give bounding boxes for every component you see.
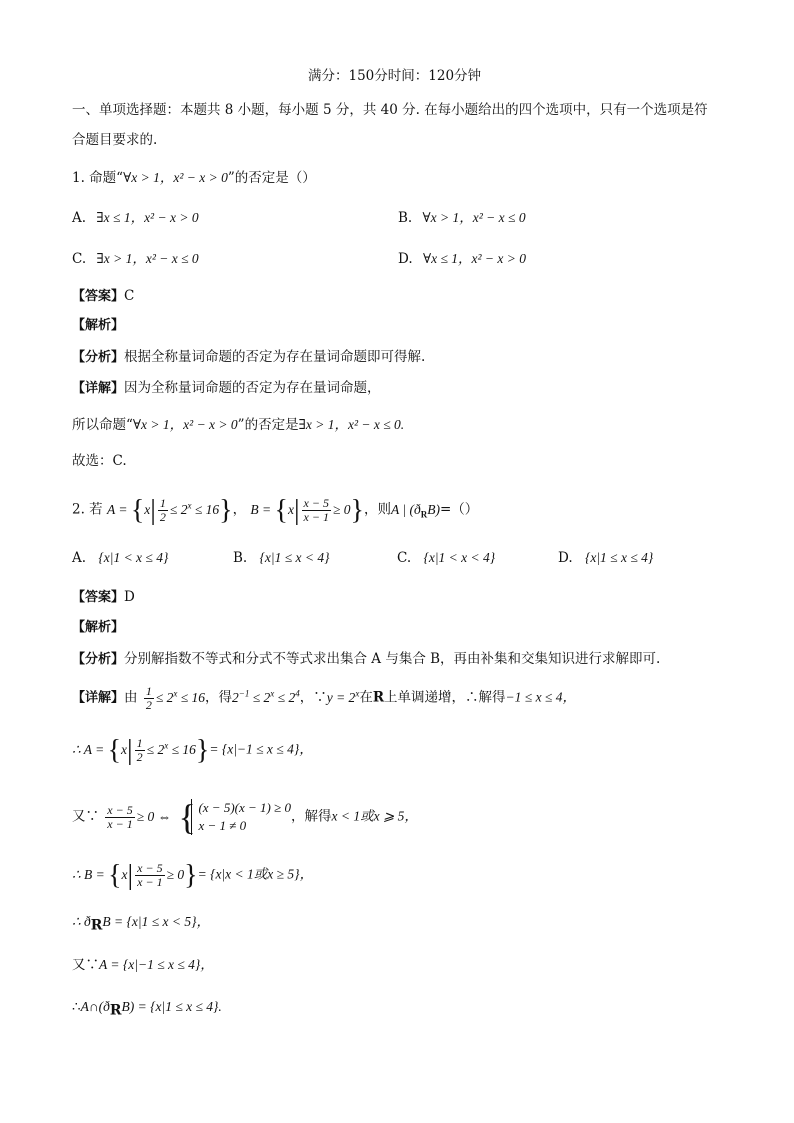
q2-xiangjie-tag: 【详解】 <box>72 690 125 706</box>
q1-suffix: ”的否定是（） <box>227 170 316 186</box>
q2-xj-in: 在 <box>359 689 373 706</box>
q1-option-c <box>72 249 199 269</box>
q1-option-b-label: B. <box>398 210 413 226</box>
q1-option-d-label: D. <box>398 251 413 267</box>
section-heading-line2: 合题目要求的. <box>72 132 158 148</box>
q1-answer <box>72 286 134 307</box>
q1-so-middle: ”的否定是 <box>237 417 299 433</box>
q1-option-a-text: ∃x ≤ 1，x² − x > 0 <box>96 210 199 225</box>
q2-xiangjie-line3: 又∵ $\frac{x - 5}{x - 1}$ ≥ 0 ⇔ { (x − 5)(x − 1) ≥ 0 x − 1 ≠ 0 ，解得x < 1或x ⩾ 5， <box>72 799 418 835</box>
q2-l7: A∩(ð <box>80 999 110 1014</box>
q2-xj-you: 由 <box>124 689 138 706</box>
q1-so-result: ∃x > 1，x² − x ≤ 0. <box>298 417 405 432</box>
q1-fenxi-text: 根据全称量词命题的否定为存在量词命题即可得解. <box>124 349 426 365</box>
q1-so-condition: ∀x > 1，x² − x > 0 <box>132 417 238 432</box>
question-2: 2. 若 A = {x| $\frac{1}{2}$ ≤ $2^x \le 16$}， B = {x| $\frac{x - 5}{x - 1}$ ≥ 0}，则A | $(ð_RB)=()$ <box>72 494 479 526</box>
q1-xiangjie <box>72 378 381 399</box>
q1-option-a-label: A. <box>72 210 87 226</box>
q1-option-a <box>72 208 199 228</box>
q2-then: ，则 <box>363 501 391 518</box>
q2-l3-you: 又∵ <box>72 808 99 825</box>
q1-option-c-label: C. <box>72 251 87 267</box>
q2-l3-result: x < 1或x ⩾ 5， <box>331 808 418 824</box>
q2-xj-solution: −1 ≤ x ≤ 4， <box>505 689 576 705</box>
q2-xiangjie-line5: ∴ $ð_RB = \{x|1 \le x < 5\}$， <box>72 914 210 934</box>
page-title: 满分：150分时间：120分钟 <box>308 68 482 84</box>
q2-option-a-text: {x|1 < x ≤ 4} <box>98 550 169 565</box>
q2-option-d-label: D. <box>558 550 573 566</box>
q2-l4-result: = {x|x < 1或x ≥ 5}， <box>197 866 314 882</box>
q1-fenxi <box>72 347 425 368</box>
q1-prefix: 1. 命题“ <box>72 170 124 186</box>
q2-option-b <box>233 548 330 568</box>
q1-xiangjie-tag: 【详解】 <box>72 381 125 396</box>
q1-analysis-tag: 【解析】 <box>72 318 125 333</box>
q2-fenxi-text: 分别解指数不等式和分式不等式求出集合 A 与集合 B，再由补集和交集知识进行求解即可. <box>124 651 661 667</box>
q1-fenxi-tag: 【分析】 <box>72 350 125 365</box>
q2-l7-result: B) = {x|1 ≤ x ≤ 4}. <box>121 999 222 1014</box>
q2-option-c <box>397 548 495 568</box>
q1-conclusion-line <box>72 415 404 435</box>
q2-xiangjie-line1: 【详解】由 $\frac{1}{2}$ ≤ $2^x \le 16$，得$2^{-1} \le 2^x \le 2^4$，∵y = $2^x$在R上单调递增，∴解得−1 ≤ x ≤ 4， <box>72 684 576 712</box>
q2-xiangjie-line2: ∴ A = {x| $\frac{1}{2}$ ≤ $2^x \le 16\}= \{x|-1 \le x \le 4\}$， <box>72 734 313 766</box>
q2-answer <box>72 587 135 608</box>
q2-l6-pre: 又∵ <box>72 957 99 973</box>
q2-xj-since: ，∵ <box>299 689 327 706</box>
q2-l7-pre: ∴ <box>72 999 81 1015</box>
q2-expr: A | $(ð_RB)$ <box>390 501 440 520</box>
q2-answer-value: D <box>124 589 135 605</box>
q1-option-b <box>398 208 526 228</box>
q2-l3-solve: ，解得 <box>291 808 332 825</box>
q2-xiangjie-line4: ∴ B = {x| $\frac{x - 5}{x - 1}$ ≥ 0}= {x|x < 1或x ≥ 5}， <box>72 859 314 891</box>
question-1 <box>72 168 316 188</box>
q2-option-d-text: {x|1 ≤ x ≤ 4} <box>584 550 654 565</box>
q1-choose: 故选：C. <box>72 453 127 469</box>
q2-prefix: 2. 若 <box>72 501 103 518</box>
q2-fenxi <box>72 649 660 670</box>
q2-paren: =（） <box>439 501 479 518</box>
q2-l5-result: B = {x|1 ≤ x < 5}， <box>102 914 210 929</box>
q2-xiangjie-line7: $\therefore A\cap(ð_RB) = \{x|1 \le x \le 4\}$. <box>72 999 222 1019</box>
q2-option-c-text: {x|1 < x < 4} <box>423 550 496 565</box>
q2-l2-result: = {x|−1 ≤ x ≤ 4}， <box>209 741 313 757</box>
q2-option-a-label: A. <box>72 550 87 566</box>
q1-option-c-text: ∃x > 1，x² − x ≤ 0 <box>96 251 199 266</box>
q2-l6: A = {x|−1 ≤ x ≤ 4}， <box>99 957 214 972</box>
q1-condition: ∀x > 1，x² − x > 0 <box>123 170 228 185</box>
q2-answer-tag: 【答案】 <box>72 590 125 605</box>
q2-l5: ∴ ð <box>72 914 91 929</box>
q1-option-d-text: ∀x ≤ 1，x² − x > 0 <box>422 251 526 266</box>
q2-xj-de: ，得 <box>205 689 233 706</box>
q2-option-b-label: B. <box>233 550 248 566</box>
q2-xj-mono: 上单调递增，∴解得 <box>384 689 506 706</box>
q2-option-d <box>558 548 653 568</box>
q1-option-d <box>398 249 526 269</box>
q1-answer-tag: 【答案】 <box>72 289 125 304</box>
section-heading-line1: 一、单项选择题：本题共 8 小题，每小题 5 分，共 40 分. 在每小题给出的四个选项中，只有一个选项是符 <box>72 102 708 118</box>
q2-fenxi-tag: 【分析】 <box>72 652 125 667</box>
q2-xiangjie-line6 <box>72 955 214 975</box>
q2-xj-R: R <box>372 689 385 706</box>
q2-set-a: A = {x| $\frac{1}{2}$ ≤ $2^x \le 16$} <box>106 494 233 526</box>
q1-option-b-text: ∀x > 1，x² − x ≤ 0 <box>422 210 526 225</box>
q2-options <box>72 548 168 568</box>
q1-xiangjie-text: 因为全称量词命题的否定为存在量词命题， <box>124 380 381 396</box>
q1-answer-value: C <box>124 288 135 304</box>
q2-analysis-tag: 【解析】 <box>72 620 125 635</box>
q1-so-prefix: 所以命题“ <box>72 417 133 433</box>
q2-option-b-text: {x|1 ≤ x < 4} <box>259 550 330 565</box>
q2-set-b: B = {x| $\frac{x - 5}{x - 1}$ ≥ 0} <box>250 494 364 526</box>
q2-option-c-label: C. <box>397 550 412 566</box>
